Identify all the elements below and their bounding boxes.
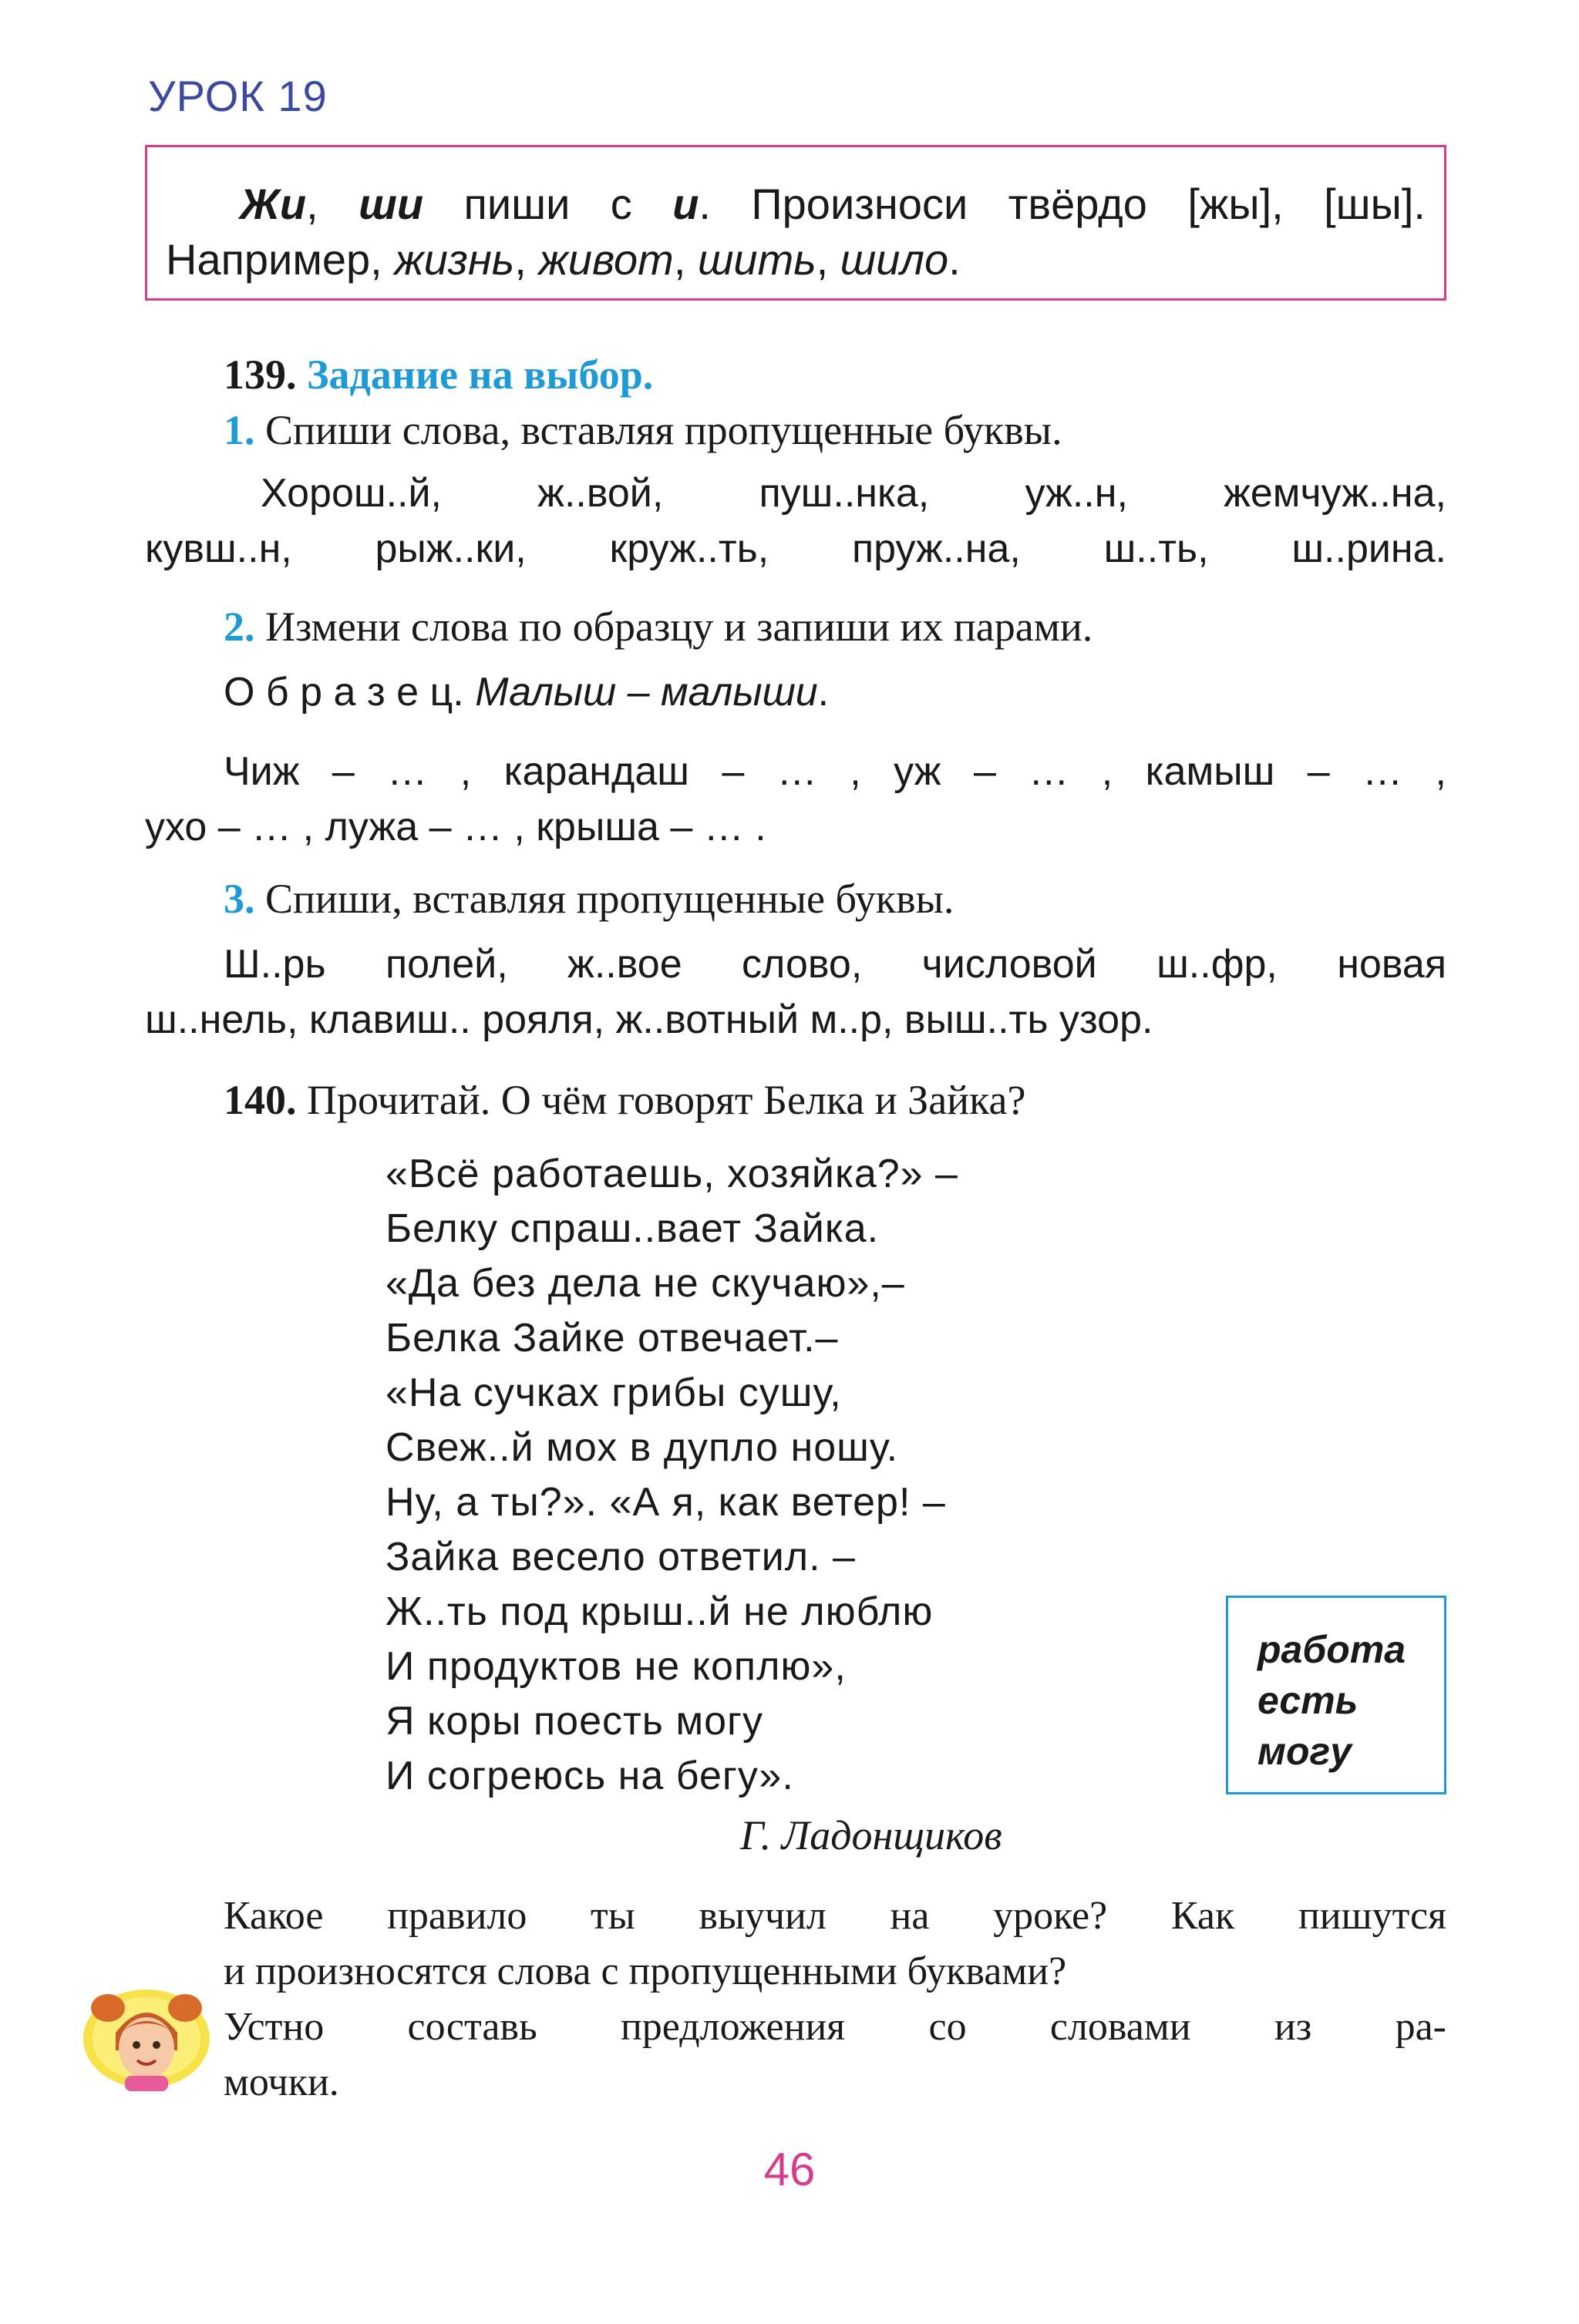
rule-line-1 bbox=[166, 177, 1426, 232]
lesson-title: УРОК 19 bbox=[148, 72, 328, 120]
page-number: 46 bbox=[763, 2144, 816, 2195]
part3-words-line2: ш..нель, клавиш.. рояля, ж..вотный м..р, выш..ть узор. bbox=[145, 997, 1153, 1042]
poem-line: И продуктов не коплю», bbox=[385, 1644, 847, 1689]
rule-sep-3: , bbox=[816, 235, 829, 284]
rule-example-1: жизнь bbox=[394, 235, 515, 284]
rule-line-2 bbox=[166, 232, 1426, 288]
task-139-title: Задание на выбор. bbox=[307, 351, 654, 398]
rule-example-3: шить bbox=[697, 235, 816, 284]
task-140-instruction: Прочитай. О чём говорят Белка и Зайка? bbox=[307, 1077, 1026, 1123]
task-139-part2-instruction bbox=[224, 603, 1446, 651]
rule-word-shi: ши bbox=[359, 180, 424, 228]
poem-author: Г. Ладонщиков bbox=[740, 1812, 1002, 1858]
poem-line: Белка Зайке отвечает.– bbox=[385, 1316, 839, 1360]
rule-word-zhi: Жи bbox=[240, 180, 307, 228]
part2-words-line1: Чиж – … , карандаш – … , уж – … , камыш – … , bbox=[224, 749, 1446, 794]
rule-comma: , bbox=[306, 180, 318, 228]
part1-words-line1: Хорош..й, ж..вой, пуш..нка, уж..н, жемчуж..на, bbox=[261, 471, 1446, 516]
poem-line: Зайка весело ответил. – bbox=[385, 1535, 856, 1579]
word-box bbox=[1226, 1596, 1446, 1794]
poem-line: Белку спраш..вает Зайка. bbox=[385, 1206, 880, 1251]
part2-words-line2: ухо – … , лужа – … , крыша – … . bbox=[145, 805, 766, 849]
poem-line: «На сучках грибы сушу, bbox=[385, 1371, 842, 1415]
rule-box bbox=[145, 145, 1446, 301]
sample-label: О б р а з е ц. bbox=[224, 670, 464, 715]
task-140-header bbox=[224, 1076, 1446, 1124]
part3-instruction-text: Спиши, вставляя пропущенные буквы. bbox=[265, 876, 954, 922]
final-question-line4: мочки. bbox=[224, 2060, 339, 2104]
final-question-line1: Какое правило ты выучил на уроке? Как пишутся bbox=[224, 1894, 1446, 1938]
word-box-item: есть bbox=[1257, 1679, 1358, 1722]
task-140-number: 140. bbox=[224, 1077, 297, 1123]
task-139-header bbox=[224, 351, 1446, 399]
final-question-line3: Устно составь предложения со словами из ра- bbox=[224, 2005, 1446, 2049]
rule-example-4: шило bbox=[840, 235, 949, 284]
rule-sep-1: , bbox=[514, 235, 527, 284]
poem-line: Свеж..й мох в дупло ношу. bbox=[385, 1425, 899, 1470]
poem-line: «Да без дела не скучаю»,– bbox=[385, 1261, 905, 1306]
sample-end: . bbox=[817, 670, 830, 715]
poem-line: Ж..ть под крыш..й не люблю bbox=[385, 1589, 934, 1634]
rule-text-2: . Произноси твёрдо [жы], [шы]. bbox=[699, 180, 1426, 228]
poem-line: «Всё работаешь, хозяйка?» – bbox=[385, 1152, 958, 1196]
poem-line: Я коры поесть могу bbox=[385, 1699, 763, 1744]
rule-sep-2: , bbox=[673, 235, 686, 284]
part3-number: 3. bbox=[224, 876, 255, 922]
part2-instruction-text: Измени слова по образцу и запиши их парами. bbox=[265, 604, 1093, 650]
poem-line: Ну, а ты?». «А я, как ветер! – bbox=[385, 1480, 946, 1525]
word-box-item: могу bbox=[1257, 1730, 1352, 1773]
task-139-part1-instruction bbox=[224, 406, 1446, 454]
rule-end: . bbox=[948, 235, 961, 284]
part1-words-line2: кувш..н, рыж..ки, круж..ть, пруж..на, ш..ть, ш..рина. bbox=[145, 526, 1446, 571]
final-question-line2: и произносятся слова с пропущенными буквами? bbox=[224, 1949, 1067, 1993]
sample-value: Малыш – малыши bbox=[475, 670, 818, 715]
part2-number: 2. bbox=[224, 604, 255, 650]
part1-number: 1. bbox=[224, 407, 255, 453]
word-box-item: работа bbox=[1257, 1628, 1406, 1671]
rule-text-1: пиши с bbox=[463, 180, 632, 228]
rule-word-i: и bbox=[672, 180, 699, 228]
part2-sample bbox=[224, 664, 829, 720]
part3-words-line1: Ш..рь полей, ж..вое слово, числовой ш..фр, новая bbox=[224, 942, 1446, 987]
rule-example-lead: Например, bbox=[166, 235, 382, 284]
rule-example-2: живот bbox=[538, 235, 674, 284]
poem-line: И согреюсь на бегу». bbox=[385, 1754, 794, 1798]
task-139-part3-instruction bbox=[224, 875, 1446, 923]
part1-instruction-text: Спиши слова, вставляя пропущенные буквы. bbox=[265, 407, 1062, 453]
girl-avatar-icon bbox=[77, 1977, 216, 2093]
task-139-number: 139. bbox=[224, 351, 297, 398]
